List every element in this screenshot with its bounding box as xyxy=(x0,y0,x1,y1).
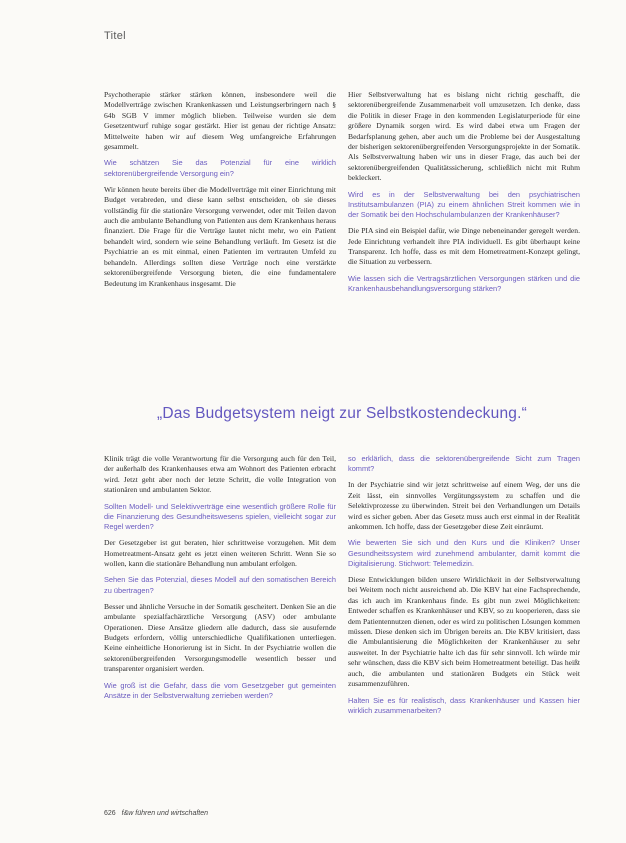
body-paragraph: Der Gesetzgeber ist gut beraten, hier schrittweise vorzugehen. Mit dem Hometreatment-Ansatz geht es jetzt einen weiteren Schritt. Wenn Sie so wollen, kann die stationäre Behandlung nun ambulant erfolgen. xyxy=(104,538,336,569)
interview-question: Wie groß ist die Gefahr, dass die vom Gesetzgeber gut gemeinten Ansätze in der Selbstverwaltung zerrieben werden? xyxy=(104,680,336,700)
body-paragraph: Besser und ähnliche Versuche in der Somatik gescheitert. Denken Sie an die ambulante spezialfachärztliche Versorgung (ASV) oder ambulante Operationen. Diese Ansätze gliedern alle dadurch, dass sie ausufernde Budgets erfordern, völlig unterschiedliche Qualifikationen unterliegen. Keine einheitliche Honorierung ist in Sicht. In der Psychiatrie wollen die sektorenübergreifenden Versorgungsmodelle wesentlich besser und transparenter organisiert werden. xyxy=(104,601,336,674)
interview-question: Halten Sie es für realistisch, dass Krankenhäuser und Kassen hier wirklich zusammenarbeiten? xyxy=(348,695,580,715)
pull-quote: „Das Budgetsystem neigt zur Selbstkostendeckung.“ xyxy=(157,405,527,422)
column-top-left xyxy=(104,90,336,295)
magazine-name: f&w führen und wirtschaften xyxy=(121,810,209,817)
body-paragraph: Psychotherapie stärker stärken können, insbesondere weil die Modellverträge zwischen Krankenkassen und Leistungserbringern nach § 64b SGB V immer möglich blieben. Teilweise wurden sie dem Gesetzentwurf ruhige sogar gestärkt. Hier ist genau der richtige Ansatz: Mittelweite haben wir auf diesem Weg umfangreiche Erfahrungen gesammelt. xyxy=(104,90,336,152)
interview-question: Sehen Sie das Potenzial, dieses Modell auf den somatischen Bereich zu übertragen? xyxy=(104,575,336,595)
interview-question: Wird es in der Selbstverwaltung bei den psychiatrischen Institutsambulanzen (PIA) zu einem ähnlichen Streit kommen wie in der Somatik bei den Hochschulambulanzen der Krankenhäuser? xyxy=(348,189,580,220)
page-header-title: Titel xyxy=(104,30,126,42)
column-bottom-right xyxy=(348,454,580,722)
body-paragraph: In der Psychiatrie sind wir jetzt schrittweise auf einem Weg, der uns die Zeit lässt, ein sinnvolles Vergütungssystem zu schaffen und die Selektivprozesse zu überwinden. Streit bei den Verhandlungen um Details wird es sicher geben. Aber das Gesetz muss auch erst einmal in der Realität ankommen. Ich hoffe, dass der Gesetzgeber diese Zeit einräumt. xyxy=(348,480,580,532)
page-footer xyxy=(104,810,208,817)
body-paragraph: Klinik trägt die volle Verantwortung für die Versorgung auch für den Teil, der außerhalb des Krankenhauses etwa am Wohnort des Patienten erbracht wird. Jetzt geht aber noch der letzte Schritt, die volle Integration von stationären und ambulanten Sektor. xyxy=(104,454,336,495)
column-top-right xyxy=(348,90,580,300)
page-number: 626 xyxy=(104,810,116,817)
column-bottom-left xyxy=(104,454,336,707)
body-paragraph: Hier Selbstverwaltung hat es bislang nicht richtig geschafft, die sektorenübergreifende Zusammenarbeit voll umzusetzen. Ich denke, dass die Politik in dieser Frage in den kommenden Legislaturperiode für eine größere Dynamik sorgen wird. Es wird dabei etwa um Fragen der Bedarfsplanung gehen, aber auch um die Probleme bei der Ausgestaltung der bisherigen sektorenübergreifenden Versorgungsprojekte in der Somatik. Als Selbstverwaltung haben wir uns in dieser Frage, das auch bei der sektorenübergreifenden Qualitätssicherung, schließlich nicht mit Ruhm bekleckert. xyxy=(348,90,580,183)
interview-question: Sollten Modell- und Selektivverträge eine wesentlich größere Rolle für die Finanzierung des Gesundheitswesens spielen, vielleicht sogar zur Regel werden? xyxy=(104,501,336,532)
interview-question: so erklärlich, dass die sektorenübergreifende Sicht zum Tragen kommt? xyxy=(348,454,580,474)
body-paragraph: Diese Entwicklungen bilden unsere Wirklichkeit in der Selbstverwaltung bei Weitem noch nicht ausreichend ab. Die KBV hat eine Fachsprechende, das ich auch im Krankenhaus finde. Es gibt nun zwei Möglichkeiten: Entweder schaffen es Krankenhäuser und KBV, so zu kooperieren, dass sie dem Patientennutzen dienen, oder es wird zu politischen Lösungen kommen müssen. Diese denken sich im Übrigen bereits an. Die KBV kritisiert, dass die Ambulantisierung die Möglichkeiten der Krankenhäuser zu sehr ausweitet. In der Psychiatrie halte ich das für sehr sinnvoll. Ich würde mir sehr wünschen, dass die KBV sich beim Hometreatment beteiligt. Das heißt auch, die ambulanten und stationären Budgets ein Stück weit zusammenzuführen. xyxy=(348,575,580,689)
body-paragraph: Die PIA sind ein Beispiel dafür, wie Dinge nebeneinander geregelt werden. Jede Einrichtung verhandelt ihre PIA individuell. Es gibt überhaupt keine Transparenz. Ich hoffe, dass es mit dem Hometreatment-Konzept gelingt, die Situation zu verbessern. xyxy=(348,226,580,267)
interview-question: Wie lassen sich die Vertragsärztlichen Versorgungen stärken und die Krankenhausbehandlungsversorgung stärken? xyxy=(348,273,580,294)
interview-question: Wie bewerten Sie sich und den Kurs und die Kliniken? Unser Gesundheitssystem wird zunehmend ambulanter, damit kommt die Digitalisierung. Stichwort: Telemedizin. xyxy=(348,538,580,568)
body-paragraph: Wir können heute bereits über die Modellverträge mit einer Einrichtung mit Budget verabreden, und diese kann selbst entscheiden, ob sie dieses vollständig für die stationäre Versorgung verwendet, oder mit Teilen davon auch die ambulante Behandlung von Patienten aus dem Krankenhaus heraus finanziert. Die Frage für die Verträge lautet nicht mehr, wo ein Patient behandelt wird, sondern wie seine Behandlung verläuft. Im Gesetz ist die Psychiatrie an es mit einmal, einen Patienten im vertrauten Umfeld zu behandeln. Allerdings sollten diese Verträge noch eine verstärkte sektorenübergreifende Versorgung bieten, die eine fundamentalere Bedeutung im Krankenhaus insgesamt. Die xyxy=(104,184,336,288)
interview-question: Wie schätzen Sie das Potenzial für eine wirklich sektorenübergreifende Versorgung ein? xyxy=(104,158,336,178)
